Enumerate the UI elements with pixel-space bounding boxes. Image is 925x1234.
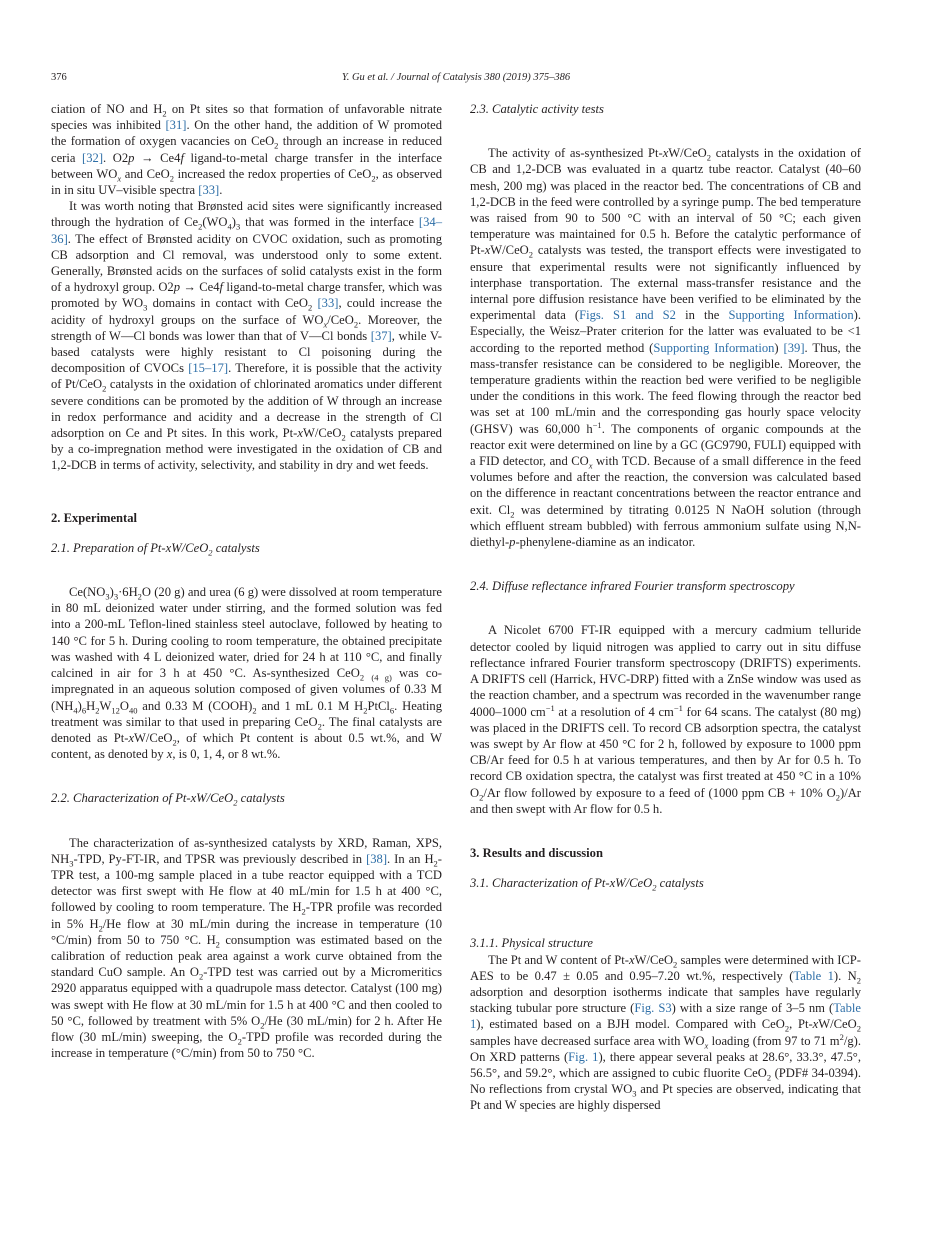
subsection-heading: 3.1. Characterization of Pt-xW/CeO$_2$ catalysts <box>470 876 704 893</box>
paragraph: It was worth noting that Brønsted acid sites were significantly increased through the hydration of $Ce_2(WO_4)_3$ that was formed in the interface [34–36]. The effect of Brønsted acidity on CVOC oxidation, such as promoting CB adsorption and Cl removal, was understood only to some extent. Generally, Brønsted acids on the surfaces of solid catalysts exist in the form of a hydroxyl group. O2p → Ce4f ligand-to-metal charge transfer, which was promoted by $WO_3$ domains in contact with CeO$_2$ [33], could increase the acidity of hydroxyl groups on the surface of $WO_x/CeO_2$. Moreover, the strength of W—Cl bonds was lower than that of V—Cl bonds [37], while V-based catalysts were highly resistant to Cl poisoning during the decomposition of CVOCs [15–17]. Therefore, it is possible that the activity of Pt/CeO$_2$ catalysts in the oxidation of chlorinated aromatics under different severe conditions can be promoted by the addition of W through an increase in redox performance and acidity and a decrease in the strength of Cl adsorption on Ce and Pt sites. In this work, Pt-xW/CeO$_2$ catalysts prepared by a co-impregnation method were investigated in the oxidation of CB and 1,2-DCB in terms of activity, selectivity, and stability in dry and wet feeds. <box>51 199 442 473</box>
section-heading: 2. Experimental <box>51 510 138 525</box>
figure-link[interactable]: Fig. 1 <box>568 1049 599 1064</box>
left-column <box>51 101 442 1061</box>
subsection-heading: 2.3. Catalytic activity tests <box>470 102 604 116</box>
citation-link[interactable]: [39] <box>783 340 805 355</box>
paragraph: The Pt and W content of Pt-xW/CeO$_2$ samples were determined with ICP-AES to be 0.47 ± 0.05 and 0.95–7.20 wt.%, respectively (Table 1). $N_2$ adsorption and desorption isotherms indicate that samples have regularly stacking tubular pore structure (Fig. S3) with a size range of 3–5 nm (Table 1), estimated based on a BJH model. Compared with CeO$_2$, Pt-xW/CeO$_2$ samples have decreased surface area with $WO_x$ loading (from 97 to 71 $m^2/g$). On XRD patterns (Fig. 1), there appear several peaks at 28.6°, 33.3°, 47.5°, 56.5°, and 59.2°, which are assigned to cubic fluorite CeO$_2$ (PDF# 34-0394). No reflections from crystal $WO_3$ and Pt species are observed, indicating that Pt and W species are highly dispersed <box>470 952 862 1113</box>
supporting-info-link[interactable]: Supporting Information <box>728 308 854 323</box>
paragraph: $Ce(NO_3)_3\cdot 6H_2O$ (20 g) and urea (6 g) were dissolved at room temperature in 80 mL deionized water under stirring, and the formed solution was fed into a 200-mL Teflon-lined stainless steel autoclave, followed by heating to 140 °C for 5 h. During cooling to room temperature, the obtained precipitate was washed with 4 L deionized water, dried for 24 h at 110 °C, and finally calcined in air for 3 h at 450 °C. As-synthesized CeO$_2$ $_{(4 g)}$ was co-impregnated in an aqueous solution composed of given volumes of 0.33 M $(NH_4)_6H_2W_{12}O_{40}$ and 0.33 M $(COOH)_2$ and 1 mL 0.1 M $H_2PtCl_6$. Heating treatment was similar to that used in preparing CeO$_2$. The final catalysts are denoted as Pt-xW/CeO$_2$, of which Pt content is about 0.5 wt.%, and W content, as denoted by x, is 0, 1, 4, or 8 wt.%. <box>51 585 442 762</box>
paragraph: A Nicolet 6700 FT-IR equipped with a mercury cadmium telluride detector cooled by liquid nitrogen was applied to carry out in situ diffuse reflectance infrared Fourier transform spectroscopy (DRIFTS) experiments. A DRIFTS cell (Harrick, HVC-DRP) fitted with a ZnSe window was used as the reaction chamber, and a spectrum was recorded in the wavenumber range 4000–1000 $cm^{-1}$ at a resolution of 4 $cm^{-1}$ for 64 scans. The catalyst (80 mg) was placed in the DRIFTS cell. To record CB adsorption spectra, the catalyst was swept by Ar flow at 450 °C for 2 h, followed by exposure to 1000 ppm CB/Ar feed for 0.5 h at various temperatures, and then by Ar for 0.5 h. To record CB oxidation spectra, the catalyst was first treated at 450 °C in a 10% $O_2/Ar$ flow followed by exposure to a feed of (1000 ppm CB + 10% $O_2)/Ar$ and then swept with Ar flow for 0.5 h. <box>470 623 861 816</box>
subsection-heading: 2.4. Diffuse reflectance infrared Fourier transform spectroscopy <box>470 579 795 594</box>
citation-link[interactable]: [31] <box>165 118 187 133</box>
supporting-info-link[interactable]: Supporting Information <box>653 340 775 355</box>
subsubsection-heading: 3.1.1. Physical structure <box>470 936 594 951</box>
paragraph: ciation of NO and $H_2$ on Pt sites so that formation of unfavorable nitrate species was inhibited [31]. On the other hand, the addition of W promoted the formation of oxygen vacancies on CeO$_2$ through an increase in reduced ceria [32]. O2p → Ce4f ligand-to-metal charge transfer in the interface between $WO_x$ and CeO$_2$ increased the redox properties of CeO$_2$, as observed in in situ UV–visible spectra [33]. <box>51 102 442 198</box>
right-column <box>470 101 861 1114</box>
subsection-heading: 2.1. Preparation of Pt-xW/CeO$_2$ catalysts <box>51 540 260 558</box>
section-heading: 3. Results and discussion <box>470 845 603 860</box>
citation-link[interactable]: [33] <box>198 183 220 198</box>
citation-link[interactable]: [38] <box>366 851 388 866</box>
citation-link[interactable]: [33] <box>317 296 339 311</box>
figure-link[interactable]: Fig. S3 <box>634 1001 672 1016</box>
citation-link[interactable]: [32] <box>82 150 104 165</box>
table-link[interactable]: Table 1 <box>470 1001 861 1032</box>
citation-link[interactable]: [15–17] <box>188 361 229 376</box>
table-link[interactable]: Table 1 <box>793 968 834 983</box>
page-header <box>51 72 861 88</box>
paragraph: The activity of as-synthesized Pt-xW/CeO$_2$ catalysts in the oxidation of CB and 1,2-DCB was evaluated in a quartz tube reactor. Catalyst (40–60 mesh, 200 mg) was placed in the reactor bed. The concentrations of CB and 1,2-DCB in the feed were controlled by a syringe pump. The bed temperature was raised from 90 to 500 °C with an interval of 50 °C; each given temperature was maintained for 0.5 h. Before the catalytic performance of Pt-xW/CeO$_2$ catalysts was tested, the transport effects were investigated to ensure that experimental results were not significantly influenced by interphase transportation. The external mass-transfer resistance and the internal pore diffusion resistance have been verified to be eliminated by the experimental data (Figs. S1 and S2 in the Supporting Information). Especially, the Weisz–Prater criterion for the latter was evaluated to be <1 according to the reported method (Supporting Information) [39]. Thus, the mass-transfer resistance can be considered to be negligible. Moreover, the temperature gradients within the reaction bed were verified to be negligible under the conditions in this work. The feed flowing through the reactor bed was set at 100 mL/min and the corresponding gas hourly space velocity (GHSV) was 60,000 $h^{-1}$. The components of organic compounds at the reactor exit were determined on line by a GC (GC9790, FULI) equipped with a FID detector, and $CO_x$ with TCD. Because of a small difference in the feed volumes before and after the reaction, the conversion was calculated based on the difference in reactant concentrations between the reactor entrance and exit. $Cl_2$ was determined by titrating 0.0125 N NaOH solution (through which effluent stream bubbled) with ferrous ammonium sulfate using N,N-diethyl-p-phenylene-diamine as an indicator. <box>470 146 862 550</box>
paragraph: The characterization of as-synthesized catalysts by XRD, Raman, XPS, $NH_3$-TPD, Py-FT-IR, and TPSR was previously described in [38]. In an $H_2$-TPR test, a 100-mg sample placed in a tube reactor equipped with a TCD detector was first swept with He flow at 40 mL/min for 1.5 h at 400 °C, followed by cooling to room temperature. The $H_2$-TPR profile was recorded in 5% $H_2/He$ flow at 30 mL/min during the increase in temperature (10 °C/min) from 50 to 750 °C. $H_2$ consumption was estimated based on the calibration of reduction peak area against a work curve obtained from the standard CuO sample. An $O_2$-TPD test was carried out by a Micromeritics 2920 apparatus equipped with a quadrupole mass detector. Catalyst (100 mg) was swept with He flow at 30 mL/min for 1.5 h at 400 °C and then cooled to 50 °C, followed by treatment with 5% $O_2/He$ (30 mL/min) for 2 h. After He flow (30 mL/min) sweeping, the $O_2$-TPD profile was recorded during the increase in temperature (°C/min) from 50 to 750 °C. <box>51 835 442 1061</box>
figure-link[interactable]: Figs. S1 and S2 <box>579 308 676 323</box>
subsection-heading: 2.2. Characterization of Pt-xW/CeO$_2$ catalysts <box>51 791 285 808</box>
citation-link[interactable]: [34–36] <box>51 215 442 246</box>
page-number: 376 <box>51 72 67 83</box>
journal-reference: Y. Gu et al. / Journal of Catalysis 380 (2019) 375–386 <box>341 72 571 83</box>
citation-link[interactable]: [37] <box>370 328 392 343</box>
